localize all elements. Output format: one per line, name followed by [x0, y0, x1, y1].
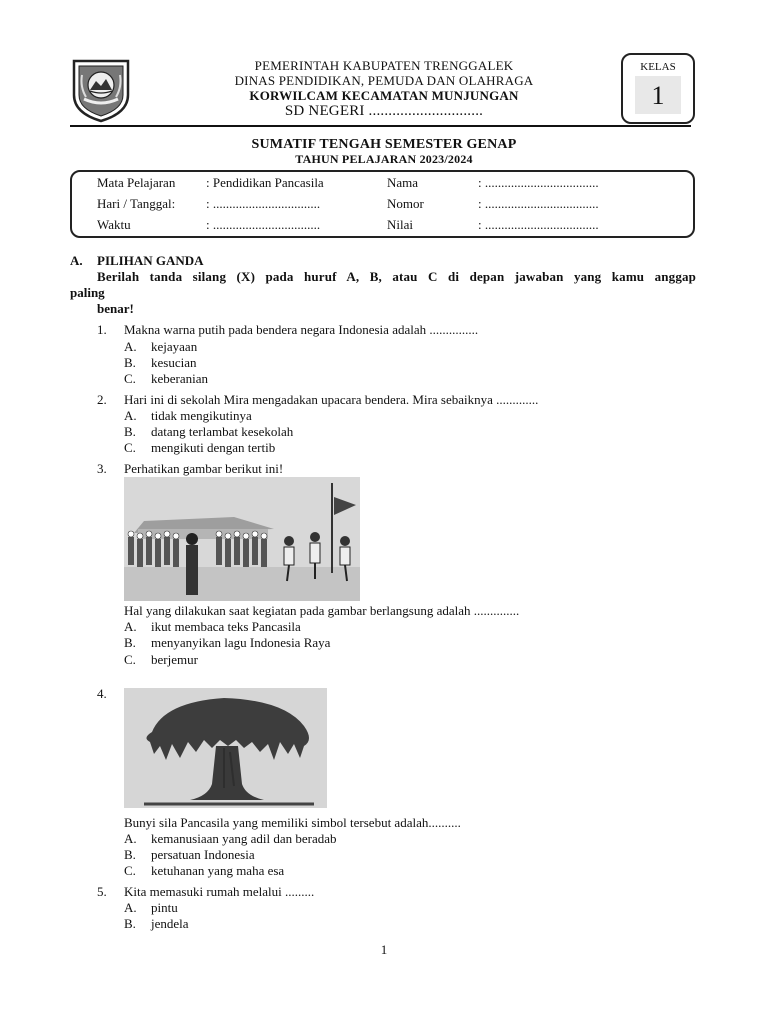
hari-label: Hari / Tanggal:: [97, 196, 176, 211]
option-text: kemanusiaan yang adil dan beradab: [151, 831, 337, 846]
option-text: berjemur: [151, 652, 198, 667]
question-text: Makna warna putih pada bendera negara Indonesia adalah ...............: [124, 322, 479, 337]
question-text: Bunyi sila Pancasila yang memiliki simbol tersebut adalah..........: [124, 815, 461, 830]
nomor-value: : ...................................: [478, 196, 599, 211]
option-letter: A.: [124, 900, 137, 915]
option-letter: C.: [124, 371, 136, 386]
flag-ceremony-illustration: [124, 477, 360, 601]
question-number: 5.: [97, 884, 107, 899]
banyan-tree-symbol-image: [124, 688, 327, 808]
kelas-label: KELAS: [640, 61, 676, 73]
option-letter: C.: [124, 652, 136, 667]
header-korwilcam: KORWILCAM KECAMATAN MUNJUNGAN: [249, 88, 519, 103]
option-letter: A.: [124, 408, 137, 423]
section-letter: A.: [70, 253, 83, 268]
option-letter: B.: [124, 635, 136, 650]
option-text: jendela: [151, 916, 189, 931]
kelas-box: [621, 53, 695, 124]
option-letter: A.: [124, 831, 137, 846]
exam-title: SUMATIF TENGAH SEMESTER GENAP: [251, 137, 517, 152]
nama-value: : ...................................: [478, 175, 599, 190]
nilai-label: Nilai: [387, 217, 413, 232]
nama-label: Nama: [387, 175, 419, 190]
header-school: SD NEGERI .............................: [284, 103, 484, 119]
option-text: ikut membaca teks Pancasila: [151, 619, 301, 634]
section-instruction-cont: paling: [70, 285, 105, 300]
option-letter: A.: [124, 619, 137, 634]
header-department: DINAS PENDIDIKAN, PEMUDA DAN OLAHRAGA: [234, 73, 534, 88]
mapel-label: Mata Pelajaran: [97, 175, 176, 190]
header-government: PEMERINTAH KABUPATEN TRENGGALEK: [254, 58, 514, 73]
option-text: pintu: [151, 900, 178, 915]
kelas-value: 1: [635, 76, 681, 114]
question-text: Perhatikan gambar berikut ini!: [124, 461, 284, 476]
option-letter: C.: [124, 440, 136, 455]
option-text: datang terlambat kesekolah: [151, 424, 294, 439]
question-text-cont: Hal yang dilakukan saat kegiatan pada gambar berlangsung adalah ..............: [124, 603, 520, 618]
exam-year: TAHUN PELAJARAN 2023/2024: [295, 152, 473, 166]
option-letter: B.: [124, 355, 136, 370]
question-text: Kita memasuki rumah melalui .........: [124, 884, 315, 899]
question-number: 2.: [97, 392, 107, 407]
section-instruction: Berilah tanda silang (X) pada huruf A, B, atau C di depan jawaban yang kamu anggap: [97, 269, 696, 284]
question-number: 3.: [97, 461, 107, 476]
waktu-label: Waktu: [97, 217, 131, 232]
option-letter: C.: [124, 863, 136, 878]
waktu-value: : .................................: [206, 217, 321, 232]
option-text: menyanyikan lagu Indonesia Raya: [151, 635, 331, 650]
option-text: ketuhanan yang maha esa: [151, 863, 285, 878]
nilai-value: : ...................................: [478, 217, 599, 232]
mapel-value: : Pendidikan Pancasila: [206, 175, 324, 190]
option-letter: B.: [124, 847, 136, 862]
option-letter: A.: [124, 339, 137, 354]
question-number: 4.: [97, 686, 107, 701]
question-number: 1.: [97, 322, 107, 337]
hari-value: : .................................: [206, 196, 321, 211]
section-instruction-end: benar!: [97, 301, 134, 316]
option-text: keberanian: [151, 371, 209, 386]
page-number: 1: [380, 942, 388, 957]
option-text: tidak mengikutinya: [151, 408, 252, 423]
option-text: mengikuti dengan tertib: [151, 440, 276, 455]
option-text: kesucian: [151, 355, 197, 370]
option-text: kejayaan: [151, 339, 198, 354]
option-letter: B.: [124, 424, 136, 439]
option-letter: B.: [124, 916, 136, 931]
nomor-label: Nomor: [387, 196, 424, 211]
section-title: PILIHAN GANDA: [97, 253, 204, 268]
header-divider: [70, 125, 691, 127]
question-text: Hari ini di sekolah Mira mengadakan upacara bendera. Mira sebaiknya .............: [124, 392, 539, 407]
option-text: persatuan Indonesia: [151, 847, 255, 862]
